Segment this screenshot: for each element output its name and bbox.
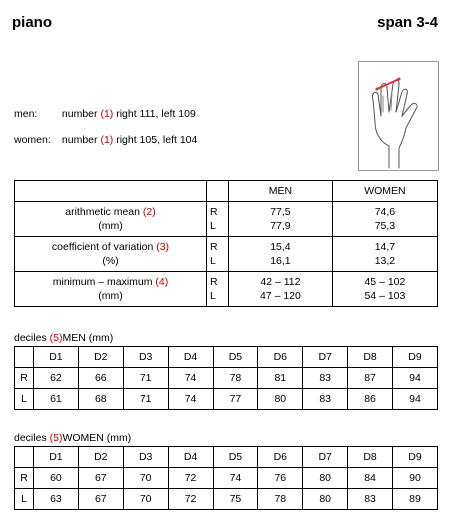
deciles-row bbox=[15, 489, 438, 510]
stat-name: coefficient of variation bbox=[51, 241, 154, 253]
decile-value: 70 bbox=[123, 489, 168, 510]
decile-header: D9 bbox=[393, 347, 438, 368]
side-r: R bbox=[210, 276, 218, 288]
deciles-header-blank bbox=[15, 347, 34, 368]
men-values bbox=[229, 237, 333, 272]
caption-unit: (mm) bbox=[88, 332, 114, 344]
decile-value: 71 bbox=[123, 368, 168, 389]
decile-value: 67 bbox=[78, 468, 123, 489]
men-r-value: 42 – 112 bbox=[260, 276, 301, 288]
side-r: R bbox=[210, 241, 218, 253]
deciles-men-table bbox=[14, 346, 438, 410]
men-label: men: bbox=[14, 108, 38, 120]
decile-value: 72 bbox=[168, 468, 213, 489]
stat-ref: (3) bbox=[156, 241, 170, 253]
men-values bbox=[229, 202, 333, 237]
decile-value: 94 bbox=[393, 389, 438, 410]
side-cell bbox=[207, 272, 229, 307]
decile-value: 83 bbox=[303, 389, 348, 410]
deciles-side: R bbox=[15, 368, 34, 389]
women-l-value: 13,2 bbox=[374, 255, 396, 267]
stat-label bbox=[15, 272, 207, 307]
deciles-header-blank bbox=[15, 447, 34, 468]
decile-value: 83 bbox=[348, 489, 393, 510]
side-l: L bbox=[210, 255, 216, 267]
stats-row-cv bbox=[15, 237, 438, 272]
deciles-side: L bbox=[15, 489, 34, 510]
men-number-text: number bbox=[61, 108, 98, 120]
decile-value: 67 bbox=[78, 489, 123, 510]
women-count: right 105, left 104 bbox=[116, 134, 198, 146]
deciles-side: L bbox=[15, 389, 34, 410]
decile-header: D6 bbox=[258, 347, 303, 368]
statistics-table bbox=[14, 180, 438, 307]
decile-header: D5 bbox=[213, 447, 258, 468]
deciles-row bbox=[15, 389, 438, 410]
deciles-men-caption bbox=[14, 332, 113, 344]
decile-header: D3 bbox=[123, 447, 168, 468]
decile-value: 76 bbox=[258, 468, 303, 489]
men-count-line bbox=[14, 108, 196, 120]
caption-deciles: deciles bbox=[14, 432, 47, 444]
deciles-row bbox=[15, 368, 438, 389]
women-r-value: 74,6 bbox=[374, 206, 396, 218]
women-values bbox=[332, 237, 437, 272]
caption-ref: (5) bbox=[49, 332, 63, 344]
women-l-value: 75,3 bbox=[374, 220, 396, 232]
decile-value: 62 bbox=[34, 368, 79, 389]
stat-unit: (mm) bbox=[98, 290, 123, 302]
decile-value: 80 bbox=[303, 468, 348, 489]
stat-label bbox=[15, 202, 207, 237]
side-cell bbox=[207, 237, 229, 272]
women-values bbox=[332, 272, 437, 307]
stats-header-men: MEN bbox=[229, 181, 333, 202]
decile-header: D8 bbox=[348, 347, 393, 368]
women-count-line bbox=[14, 134, 197, 146]
women-r-value: 14,7 bbox=[374, 241, 396, 253]
caption-deciles: deciles bbox=[14, 332, 47, 344]
decile-header: D2 bbox=[78, 347, 123, 368]
decile-value: 78 bbox=[213, 368, 258, 389]
caption-ref: (5) bbox=[49, 432, 63, 444]
decile-value: 74 bbox=[168, 368, 213, 389]
side-r: R bbox=[210, 206, 218, 218]
decile-value: 80 bbox=[303, 489, 348, 510]
span-highlight bbox=[377, 79, 399, 89]
women-label: women: bbox=[14, 134, 51, 146]
men-ref: (1) bbox=[100, 108, 114, 120]
decile-header: D5 bbox=[213, 347, 258, 368]
decile-value: 94 bbox=[393, 368, 438, 389]
decile-value: 87 bbox=[348, 368, 393, 389]
caption-group: WOMEN bbox=[62, 432, 104, 444]
decile-value: 74 bbox=[168, 389, 213, 410]
decile-value: 80 bbox=[258, 389, 303, 410]
stat-unit: (mm) bbox=[98, 220, 123, 232]
stat-label bbox=[15, 237, 207, 272]
decile-header: D4 bbox=[168, 447, 213, 468]
decile-value: 78 bbox=[258, 489, 303, 510]
side-l: L bbox=[210, 220, 216, 232]
decile-value: 86 bbox=[348, 389, 393, 410]
decile-value: 60 bbox=[34, 468, 79, 489]
decile-value: 61 bbox=[34, 389, 79, 410]
decile-value: 83 bbox=[303, 368, 348, 389]
decile-header: D7 bbox=[303, 347, 348, 368]
decile-header: D7 bbox=[303, 447, 348, 468]
women-r-value: 45 – 102 bbox=[364, 276, 406, 288]
decile-value: 72 bbox=[168, 489, 213, 510]
caption-group: MEN bbox=[62, 332, 86, 344]
decile-value: 70 bbox=[123, 468, 168, 489]
decile-value: 68 bbox=[78, 389, 123, 410]
stat-ref: (4) bbox=[155, 276, 169, 288]
measure-title: span 3-4 bbox=[377, 14, 438, 31]
caption-unit: (mm) bbox=[106, 432, 132, 444]
decile-value: 74 bbox=[213, 468, 258, 489]
men-count: right 111, left 109 bbox=[116, 108, 196, 120]
women-values bbox=[332, 202, 437, 237]
side-l: L bbox=[210, 290, 216, 302]
women-number-text: number bbox=[61, 134, 98, 146]
decile-header: D1 bbox=[34, 347, 79, 368]
deciles-women-table bbox=[14, 446, 438, 510]
decile-header: D1 bbox=[34, 447, 79, 468]
decile-value: 71 bbox=[123, 389, 168, 410]
deciles-row bbox=[15, 468, 438, 489]
decile-value: 77 bbox=[213, 389, 258, 410]
decile-value: 84 bbox=[348, 468, 393, 489]
hand-span-icon bbox=[358, 61, 439, 171]
decile-header: D8 bbox=[348, 447, 393, 468]
men-r-value: 15,4 bbox=[270, 241, 291, 253]
decile-header: D3 bbox=[123, 347, 168, 368]
women-ref: (1) bbox=[100, 134, 114, 146]
stats-row-minmax bbox=[15, 272, 438, 307]
decile-value: 81 bbox=[258, 368, 303, 389]
men-l-value: 77,9 bbox=[270, 220, 291, 232]
decile-value: 66 bbox=[78, 368, 123, 389]
decile-value: 63 bbox=[34, 489, 79, 510]
stats-header-blank bbox=[15, 181, 207, 202]
instrument-title: piano bbox=[12, 14, 52, 31]
men-l-value: 47 – 120 bbox=[259, 290, 301, 302]
decile-value: 75 bbox=[213, 489, 258, 510]
stats-row-mean bbox=[15, 202, 438, 237]
men-l-value: 16,1 bbox=[270, 255, 291, 267]
stat-name: arithmetic mean bbox=[65, 206, 140, 218]
decile-value: 89 bbox=[393, 489, 438, 510]
deciles-header-row bbox=[15, 447, 438, 468]
decile-header: D9 bbox=[393, 447, 438, 468]
stat-ref: (2) bbox=[142, 206, 156, 218]
deciles-side: R bbox=[15, 468, 34, 489]
stat-unit: (%) bbox=[102, 255, 119, 267]
decile-header: D6 bbox=[258, 447, 303, 468]
stats-header-side-blank bbox=[207, 181, 229, 202]
men-values bbox=[229, 272, 333, 307]
women-l-value: 54 – 103 bbox=[364, 290, 406, 302]
deciles-women-caption bbox=[14, 432, 131, 444]
men-r-value: 77,5 bbox=[270, 206, 291, 218]
stats-header-row bbox=[15, 181, 438, 202]
stats-header-women: WOMEN bbox=[332, 181, 437, 202]
decile-value: 90 bbox=[393, 468, 438, 489]
decile-header: D2 bbox=[78, 447, 123, 468]
stat-name: minimum – maximum bbox=[52, 276, 153, 288]
side-cell bbox=[207, 202, 229, 237]
deciles-header-row bbox=[15, 347, 438, 368]
decile-header: D4 bbox=[168, 347, 213, 368]
